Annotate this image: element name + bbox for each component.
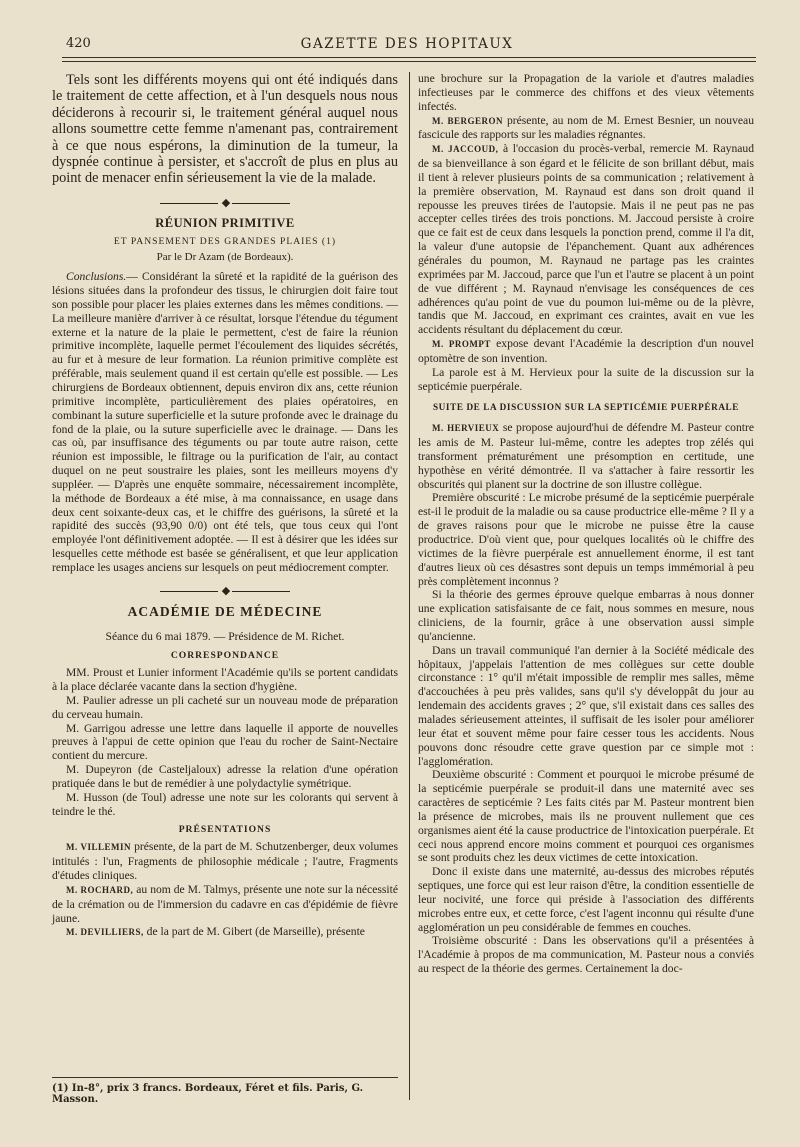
para-text: présente, au nom de M. Ernest Besnier, un nouveau fascicule des rapports sur les maladies régnantes. — [418, 113, 754, 142]
corr-item: MM. Proust et Lunier informent l'Académie qu'ils se portent candidats à la place déclarée vacante dans la section d'hygiène. — [52, 666, 398, 693]
para-text: La parole est à M. Hervieux pour la suite de la discussion sur la septicémie puerpérale. — [418, 365, 754, 393]
section-divider: ◆ — [52, 197, 398, 211]
pres-item — [52, 840, 398, 883]
suite-title: SUITE DE LA DISCUSSION SUR LA SEPTICÉMIE PUERPÉRALE — [432, 402, 740, 413]
reunion-author: Par le Dr Azam (de Bordeaux). — [156, 251, 294, 264]
hervieux-para — [418, 421, 754, 491]
corr-item: M. Garrigou adresse une lettre dans laquelle il apporte de nouvelles preuves à l'appui de cette opinion que l'eau du rocher de Saint-Nectaire contient du mercure. — [52, 721, 398, 763]
para-text: se propose aujourd'hui de défendre M. Pasteur contre les amis de M. Pasteur lui-même, contre les adeptes trop zélés qui transforment prématurément une présomption en certitude, une hypothèse en vérité démontrée. Il va s'attacher à faire ressortir les obscurités qui planent sur la doctrine de son illustre collègue. — [418, 421, 754, 491]
right-para — [418, 366, 754, 394]
speaker-name: M. VILLEMIN — [66, 842, 132, 853]
journal-title: GAZETTE DES HOPITAUX — [300, 36, 514, 52]
section-divider: ◆ — [52, 585, 398, 599]
footnote-text: In-8°, prix 3 francs. Bordeaux, Féret et fils. Paris, G. Masson. — [52, 1083, 364, 1105]
speaker-name: M. BERGERON — [432, 115, 504, 126]
speaker-name: M. PROMPT — [432, 339, 491, 350]
para-text: à l'occasion du procès-verbal, remercie M. Raynaud de sa bienveillance à son égard et le félicite de son brillant début, mais il tient à relever plusieurs points de sa communication ; relativement à la première observation, M. Raynaud est dans son droit quand il repousse les preuves tirées de l'autopsie. Mais il ne peut pas ne pas accepter celles tirées des trois ponctions. M. Jaccoud persiste à croire que ce fait est de ceux dans lesquels la ponction prend, comme il l'a dit, la valeur d'une autopsie de l'épanchement. Quant aux adhérences générales du poumon, M. Raynaud ne partage pas les craintes exprimées par M. Jaccoud, parce que l'un et l'autre se placent à un point de vue différent ; M. Raynaud n'envisage les conséquences de ces adhérences qu'au point de vue du poumon lui-même ou de la plèvre, tandis que M. Jaccoud, en exprimant ces craintes, avait en vue les accidents résultant du déplacement du cœur. — [418, 142, 754, 337]
conclusions-paragraph — [52, 270, 398, 575]
right-para — [418, 142, 754, 337]
page-number: 420 — [66, 36, 91, 51]
pres-text: présente, de la part de M. Schutzenberger, deux volumes intitulés : l'un, Fragments de philosophie médicale ; l'autre, Fragments d'études cliniques. — [52, 840, 398, 882]
right-para: Première obscurité : Le microbe présumé de la septicémie puerpérale est-il le produit de la maladie ou sa cause productrice elle-même ? Il y a de graves raisons pour que le microbe ne puisse être la cause productrice. D'où vient que, pour quelques localités où le chiffre des victimes de la fièvre puerpérale est annuellement énorme, il est tant d'autres lieux où ces désastres sont depuis un temps immémorial à peu près complètement inconnus ? — [418, 491, 754, 588]
reunion-title: RÉUNION PRIMITIVE — [155, 215, 295, 230]
conclusions-label: Conclusions. — [66, 270, 127, 284]
column-rule — [409, 72, 410, 1100]
right-para: Si la théorie des germes éprouve quelque embarras à nous donner une explication satisfaisante de ce fait, nous sommes en mesure, nous cliniciens, de la fournir, grâce à une observation aussi simple qu'ancienne. — [418, 588, 754, 643]
academie-title: ACADÉMIE DE MÉDECINE — [127, 603, 323, 619]
right-column — [418, 72, 754, 976]
pres-text: de la part de M. Gibert (de Marseille), présente — [146, 925, 365, 939]
speaker-name: M. ROCHARD, — [66, 884, 134, 895]
right-para: Troisième obscurité : Dans les observations qu'il a présentées à l'Académie à propos de ma communication, M. Pasteur nous a conviés au respect de la théorie des germes. Certainement la doc- — [418, 934, 754, 976]
conclusions-text: — Considérant la sûreté et la rapidité de la guérison des lésions situées dans la profondeur des tissus, le chirurgien doit faire tout son possible pour placer les plaies externes dans les mêmes conditions. — La meilleure manière d'arriver à ce résultat, lorsque l'étendue du tégument externe et la nature de la plaie le permettent, c'est de faire la réunion primitive incomplète, laquelle permet l'écoulement des liquides sécrétés, au fur et à mesure de leur formation. La réunion primitive complète est préférable, mais seulement quand il est certain qu'elle est possible. — Les chirurgiens de Bordeaux obtiennent, depuis environ dix ans, cette réunion primitive incomplète, particulièrement des plaies opératoires, en combinant la suture superficielle et la suture profonde avec le drainage du fond de la plaie, ou la suture superficielle avec le drainage. — Dans les cas où, par insuffisance des téguments ou par toute autre raison, cette réunion est impossible, le filtrage ou la purification de l'air, au contact duquel on ne peut soustraire les plaies, sont les meilleurs moyens d'y suppléer. — D'après une enquête sommaire, nécessairement incomplète, la méthode de Bordeaux a été mise, à ma connaissance, en usage dans deux cent soixante-deux cas, et le chiffre des guérisons, la sûreté et la rapidité des succès (93,90 0/0) ont été tels, que tous ceux qui l'ont employée l'ont définitivement adoptée. — Il est à désirer que les idées sur lesquelles cette méthode est basée se généralisent, et que leur application remplace les usages anciens sur lesquels on peut médiocrement compter. — [52, 270, 398, 574]
para-text: une brochure sur la Propagation de la variole et d'autres maladies infectieuses par le commerce des chiffons et des vieux vêtements infectés. — [418, 72, 754, 113]
header-rule-thin — [62, 61, 756, 62]
corr-item: M. Paulier adresse un pli cacheté sur un nouveau mode de préparation du cerveau humain. — [52, 693, 398, 721]
right-para: Dans un travail communiqué l'an dernier à la Société médicale des hôpitaux, j'appelais l'attention de mes collègues sur cette double circonstance : 1° qu'il m'était impossible de remplir mes salles, même d'accouchées à peu près valides, sans qu'il s'y développât du jour au lendemain des accidents graves ; 2° que, s'il existait dans ces salles des malades sérieusement atteintes, il suffisait de les isoler pour améliorer leur état et souvent même pour faire cesser tous les accidents. Nous pouvons donc résoudre cette grave question par ce simple mot : l'agglomération. — [418, 643, 754, 768]
footnote-ref: (1) — [52, 1083, 69, 1094]
left-column — [52, 72, 398, 940]
footnote — [52, 1077, 398, 1105]
pres-item — [52, 925, 398, 940]
speaker-name: M. HERVIEUX — [432, 423, 500, 434]
page-header — [62, 36, 752, 56]
reunion-subtitle: ET PANSEMENT DES GRANDES PLAIES (1) — [113, 235, 337, 247]
header-rule — [62, 57, 756, 58]
corr-item: M. Husson (de Toul) adresse une note sur les colorants qui servent à teindre le thé. — [52, 790, 398, 818]
pres-item — [52, 883, 398, 926]
corr-item: M. Dupeyron (de Casteljaloux) adresse la relation d'une opération pratiquée dans le but de remédier à une polydactylie symétrique. — [52, 763, 398, 790]
right-para: Deuxième obscurité : Comment et pourquoi le microbe présumé de la septicémie puerpérale se produit-il dans une maternité avec ses caractères de septicémie ? Les faits cités par M. Pasteur montrent bien la présence de microbes, mais ils ne prouvent nullement que ces organismes aient été la cause productrice de l'intoxication puerpérale. Et ceci nous apprend encore moins comment et pourquoi ces organismes se sont produits chez les deux victimes de cette intoxication. — [418, 768, 754, 865]
para-text: expose devant l'Académie la description d'un nouvel optomètre de son invention. — [418, 337, 754, 365]
session-line: Séance du 6 mai 1879. — Présidence de M. Richet. — [105, 630, 345, 644]
right-para — [418, 72, 754, 114]
right-para — [418, 114, 754, 143]
right-para — [418, 337, 754, 366]
speaker-name: M. DEVILLIERS, — [66, 927, 144, 938]
pres-text: au nom de M. Talmys, présente une note sur la nécessité de la crémation ou de l'immersion du cadavre en cas d'épidémie de fièvre jaune. — [52, 882, 398, 925]
presentations-title: PRÉSENTATIONS — [178, 824, 272, 836]
speaker-name: M. JACCOUD, — [432, 144, 499, 155]
intro-paragraph: Tels sont les différents moyens qui ont été indiqués dans le traitement de cette affection, et à l'un desquels nous nous déciderons à recourir si, le traitement général auquel nous allons soumettre cette femme n'amenant pas, contrairement à ce que nous espérons, la diminution de la tumeur, la dyspnée continue à persister, et s'accroît de plus en plus au point de menacer enfin sérieusement la vie de la malade. — [52, 72, 398, 187]
correspondance-title: CORRESPONDANCE — [170, 650, 280, 662]
right-para: Donc il existe dans une maternité, au-dessus des microbes réputés septiques, une force qui est leur raison d'être, la condition essentielle de leur nocivité, une force qui préside à l'association des différents microbes entre eux, et cette force, c'est l'agent inconnu qui résulte d'une agglomération un peu considérable de femmes en couches. — [418, 865, 754, 934]
